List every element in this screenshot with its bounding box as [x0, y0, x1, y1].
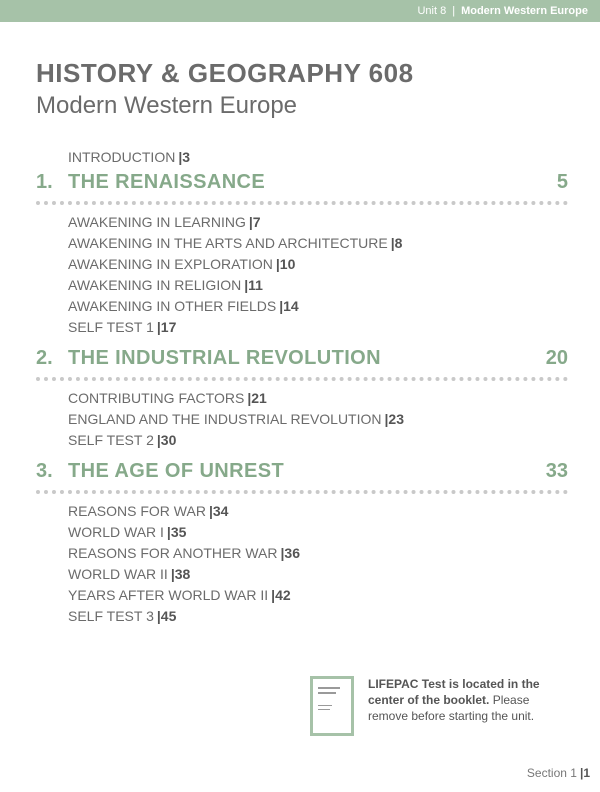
- table-of-contents: [36, 147, 568, 627]
- section-title: THE AGE OF UNREST: [68, 460, 285, 482]
- note-bold-text: LIFEPAC Test is located in the center of the booklet.: [368, 677, 540, 707]
- toc-entry-label: AWAKENING IN RELIGION: [68, 277, 242, 293]
- unit-title: Modern Western Europe: [461, 5, 588, 17]
- toc-entry-page: |34: [208, 503, 229, 519]
- booklet-icon: [310, 676, 354, 736]
- toc-entry-label: ENGLAND AND THE INDUSTRIAL REVOLUTION: [68, 411, 382, 427]
- toc-entry-page: |38: [170, 566, 191, 582]
- toc-entry-page: |45: [156, 608, 177, 624]
- toc-entry[interactable]: [36, 522, 568, 543]
- toc-entry[interactable]: [36, 501, 568, 522]
- unit-label: Unit 8: [417, 5, 447, 17]
- toc-entry-label: SELF TEST 2: [68, 432, 154, 448]
- toc-entry-label: INTRODUCTION: [68, 149, 176, 165]
- lifepac-note: [310, 676, 560, 736]
- toc-entry[interactable]: [36, 275, 568, 296]
- page-footer: [527, 766, 590, 780]
- toc-entry-label: SELF TEST 1: [68, 319, 154, 335]
- toc-entry-page: |10: [275, 256, 296, 272]
- toc-entry-label: AWAKENING IN EXPLORATION: [68, 256, 273, 272]
- toc-entry[interactable]: [36, 233, 568, 254]
- section-heading-3[interactable]: [36, 460, 568, 494]
- page-subtitle: Modern Western Europe: [36, 92, 298, 119]
- toc-entry-page: |42: [271, 587, 291, 603]
- toc-entry-label: WORLD WAR I: [68, 524, 164, 540]
- toc-entry-page: |11: [244, 277, 263, 293]
- note-plain-text: Please remove before starting the unit.: [368, 693, 535, 723]
- toc-entry[interactable]: [36, 409, 568, 430]
- toc-entry[interactable]: [36, 254, 568, 275]
- toc-entry-label: CONTRIBUTING FACTORS: [68, 390, 245, 406]
- toc-entry[interactable]: [36, 388, 568, 409]
- section-page: 33: [545, 460, 568, 482]
- section-title: THE INDUSTRIAL REVOLUTION: [68, 347, 381, 369]
- toc-entry-page: |21: [247, 390, 267, 406]
- toc-entry-page: |14: [279, 298, 299, 314]
- section-page: 20: [545, 347, 568, 369]
- toc-entry[interactable]: [36, 212, 568, 233]
- toc-entry[interactable]: [36, 430, 568, 451]
- toc-entry-page: |30: [156, 432, 177, 448]
- toc-entry-label: AWAKENING IN OTHER FIELDS: [68, 298, 277, 314]
- toc-entry[interactable]: [36, 564, 568, 585]
- section-heading-2[interactable]: [36, 347, 568, 381]
- spacer: [36, 338, 568, 344]
- toc-entry-page: |17: [156, 319, 177, 335]
- toc-entry[interactable]: [36, 317, 568, 338]
- spacer: [36, 451, 568, 457]
- toc-entry[interactable]: [36, 296, 568, 317]
- toc-entry-label: REASONS FOR ANOTHER WAR: [68, 545, 278, 561]
- toc-entry-label: SELF TEST 3: [68, 608, 154, 624]
- toc-entry[interactable]: [36, 585, 568, 606]
- toc-entry-introduction[interactable]: [36, 147, 568, 168]
- section-number: 1.: [36, 171, 53, 193]
- toc-entry-page: |3: [178, 149, 191, 165]
- header-bar: [0, 0, 600, 22]
- toc-entry-label: REASONS FOR WAR: [68, 503, 206, 519]
- page-title: HISTORY & GEOGRAPHY 608: [36, 58, 414, 88]
- section-title: THE RENAISSANCE: [68, 171, 266, 193]
- toc-entry-label: AWAKENING IN LEARNING: [68, 214, 246, 230]
- footer-section-label: Section 1: [526, 766, 577, 780]
- header-separator: |: [452, 5, 456, 17]
- toc-entry-page: |36: [280, 545, 301, 561]
- toc-entry[interactable]: [36, 543, 568, 564]
- section-page: 5: [556, 171, 568, 193]
- note-text: [368, 676, 560, 724]
- section-number: 3.: [36, 460, 53, 482]
- toc-entry-label: YEARS AFTER WORLD WAR II: [68, 587, 269, 603]
- toc-entry-page: |7: [248, 214, 261, 230]
- toc-entry-label: AWAKENING IN THE ARTS AND ARCHITECTURE: [68, 235, 388, 251]
- toc-entry-page: |23: [384, 411, 405, 427]
- toc-entry-page: |35: [166, 524, 187, 540]
- toc-entry[interactable]: [36, 606, 568, 627]
- toc-entry-page: |8: [390, 235, 403, 251]
- section-number: 2.: [36, 347, 53, 369]
- footer-page-number: |1: [579, 766, 590, 780]
- toc-entry-label: WORLD WAR II: [68, 566, 168, 582]
- section-heading-1[interactable]: [36, 171, 568, 205]
